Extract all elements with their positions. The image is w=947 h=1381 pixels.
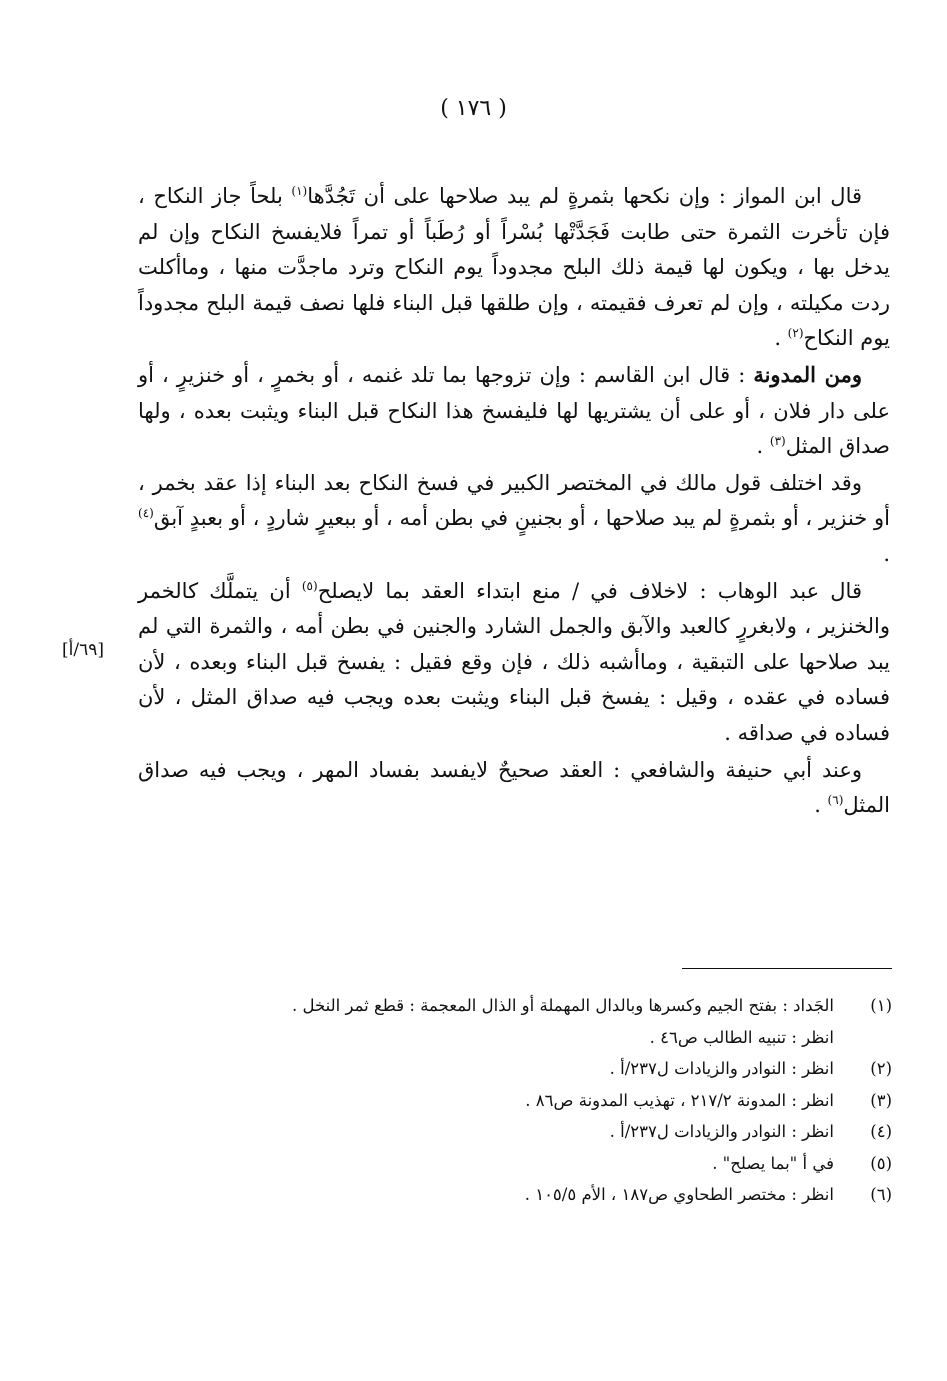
- footnote-divider: [682, 968, 892, 969]
- footnote-text: انظر : مختصر الطحاوي ص١٨٧ ، الأم ١٠٥/٥ .: [524, 1185, 834, 1204]
- footnote-text: في أ "بما يصلح" .: [712, 1153, 834, 1173]
- page-number: ( ١٧٦ ): [440, 96, 507, 121]
- footnote-number: (٥): [870, 1153, 892, 1173]
- footnote-text: انظر : النوادر والزيادات ل٢٣٧/أ .: [609, 1059, 834, 1078]
- paragraph-text: أن يتملَّك كالخمر والخنزير ، ولابغررٍ كالعبد والآبق والجمل الشارد والجنين في بطن أمه ، والثمرة التي لم يبد صلاحها على التبقية ، وماأشبه ذلك ، فإن وقع فقيل : يفسخ قبل البناء وبعده ، لأن فساده في عقده ، وقيل : يفسخ قبل البناء ويثبت بعده ويجب فيه صداق المثل ، لأن فساده في صداقه .: [138, 578, 890, 745]
- footnote-number: (٤): [870, 1122, 892, 1141]
- paragraph-lead: ومن المدونة: [753, 361, 862, 387]
- footnote-text: انظر : النوادر والزيادات ل٢٣٧/أ .: [609, 1122, 834, 1141]
- paragraph-text: .: [883, 541, 890, 566]
- paragraph-text: .: [756, 434, 770, 459]
- paragraph-text: .: [814, 793, 828, 818]
- paragraph-text: قال ابن المواز : وإن نكحها بثمرةٍ لم يبد صلاحها على أن تَجُدَّها: [307, 184, 863, 208]
- main-text: [138, 178, 890, 824]
- manuscript-folio-marker: [٦٩/أ]: [62, 640, 104, 660]
- footnote-text: انظر : المدونة ٢١٧/٢ ، تهذيب المدونة ص٨٦ .: [525, 1090, 834, 1110]
- footnote-item: [200, 1179, 892, 1211]
- footnote-ref-4: (٤): [138, 506, 154, 521]
- footnote-ref-6: (٦): [827, 793, 844, 808]
- footnote-ref-1: (١): [291, 184, 308, 198]
- footnotes: [200, 990, 892, 1211]
- paragraph-text: وقد اختلف قول مالك في المختصر الكبير في فسخ النكاح بعد البناء إذا عقد بخمر ، أو خنزير ، أو بثمرةٍ لم يبد صلاحها ، أو بجنينٍ في بطن أمه ، أو ببعيرٍ شاردٍ ، أو بعبدٍ آبق: [138, 470, 890, 531]
- paragraph-malik-mukhtasar: [138, 465, 890, 573]
- paragraph-text: : قال ابن القاسم : وإن تزوجها بما تلد غنمه ، أو بخمرٍ ، أو خنزيرٍ ، أو على دار فلان ، أو على أن يشتريها لها فليفسخ هذا النكاح قبل البناء ويثبت بعده ، ولها صداق المثل: [138, 362, 890, 459]
- footnote-item: [200, 1148, 892, 1180]
- paragraph-mudawwana: [138, 357, 890, 465]
- paragraph-ibn-al-mawwaz: [138, 178, 890, 357]
- footnote-item: [200, 1022, 892, 1054]
- footnote-text: انظر : تنبيه الطالب ص٤٦ .: [649, 1027, 834, 1047]
- paragraph-abd-al-wahhab: [138, 573, 890, 752]
- footnote-number: (٦): [870, 1185, 892, 1204]
- footnote-text: الجَداد : بفتح الجيم وكسرها وبالدال المهملة أو الذال المعجمة : قطع ثمر النخل .: [292, 996, 834, 1015]
- footnote-ref-5: (٥): [301, 578, 318, 593]
- paragraph-text: وعند أبي حنيفة والشافعي : العقد صحيحٌ لايفسد بفساد المهر ، ويجب فيه صداق المثل: [138, 757, 890, 818]
- footnote-item: [200, 990, 892, 1022]
- footnote-number: [834, 1022, 892, 1054]
- footnote-number: (٣): [870, 1090, 892, 1110]
- footnote-ref-2: (٢): [787, 326, 804, 341]
- footnote-ref-3: (٣): [769, 434, 786, 449]
- paragraph-text: .: [774, 326, 788, 351]
- footnote-number: (١): [870, 996, 892, 1015]
- footnote-item: [200, 1085, 892, 1117]
- footnote-item: [200, 1053, 892, 1085]
- paragraph-text: بلحاً جاز النكاح ، فإن تأخرت الثمرة حتى طابت فَجَدَّتْها بُسْراً أو رُطَباً أو تمراً فلايفسخ النكاح وإن لم يدخل بها ، ويكون لها قيمة ذلك البلح مجدوداً يوم النكاح وترد ماجدَّت منها ، وماأكلت ردت مكيلته ، وإن لم تعرف فقيمته ، وإن طلقها قبل البناء فلها نصف قيمة البلح مجدوداً يوم النكاح: [138, 184, 890, 351]
- paragraph-abu-hanifa-shafii: [138, 752, 890, 824]
- footnote-item: [200, 1116, 892, 1148]
- footnote-number: (٢): [870, 1059, 892, 1078]
- paragraph-text: قال عبد الوهاب : لاخلاف في / منع ابتداء العقد بما لايصلح: [317, 578, 862, 603]
